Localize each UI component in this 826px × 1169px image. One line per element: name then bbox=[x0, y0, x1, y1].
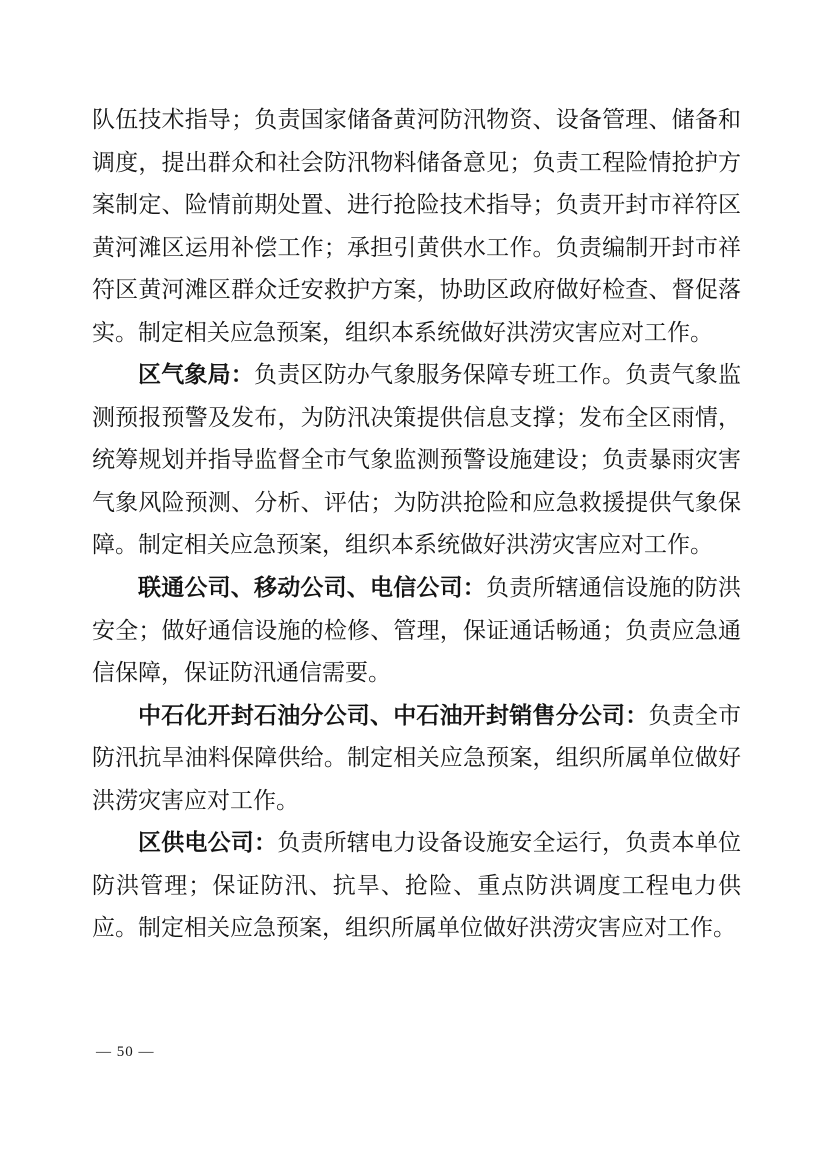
paragraph-petroleum-companies bbox=[92, 695, 741, 823]
paragraph-petroleum-companies-lead: 中石化开封石油分公司、中石油开封销售分公司： bbox=[138, 702, 649, 728]
paragraph-power-supply-company-lead: 区供电公司： bbox=[138, 830, 278, 856]
document-body bbox=[92, 99, 741, 950]
paragraph-meteorological-bureau-lead: 区气象局： bbox=[138, 362, 254, 388]
paragraph-petroleum-companies-text: 负责全市防汛抗旱油料保障供给。制定相关应急预案，组织所属单位做好洪涝灾害应对工作。 bbox=[92, 702, 742, 813]
paragraph-telecom-companies-lead: 联通公司、移动公司、电信公司： bbox=[138, 575, 486, 601]
paragraph-flood-materials-text: 队伍技术指导；负责国家储备黄河防汛物资、设备管理、储备和调度，提出群众和社会防汛物料储备意见；负责工程险情抢护方案制定、险情前期处置、进行抢险技术指导；负责开封市祥符区黄河滩区运用补偿工作；承担引黄供水工作。负责编制开封市祥符区黄河滩区群众迁安救护方案，协助区政府做好检查、督促落实。制定相关应急预案，组织本系统做好洪涝灾害应对工作。 bbox=[92, 107, 741, 345]
paragraph-power-supply-company bbox=[92, 822, 741, 950]
paragraph-telecom-companies-text: 负责所辖通信设施的防洪安全；做好通信设施的检修、管理，保证通话畅通；负责应急通信保障，保证防汛通信需要。 bbox=[92, 575, 742, 686]
paragraph-meteorological-bureau-text: 负责区防办气象服务保障专班工作。负责气象监测预报预警及发布，为防汛决策提供信息支撑；发布全区雨情，统筹规划并指导监督全市气象监测预警设施建设；负责暴雨灾害气象风险预测、分析、评估；为防洪抢险和应急救援提供气象保障。制定相关应急预案，组织本系统做好洪涝灾害应对工作。 bbox=[92, 362, 741, 558]
paragraph-power-supply-company-text: 负责所辖电力设备设施安全运行，负责本单位防洪管理；保证防汛、抗旱、抢险、重点防洪调度工程电力供应。制定相关应急预案，组织所属单位做好洪涝灾害应对工作。 bbox=[92, 830, 742, 941]
paragraph-meteorological-bureau bbox=[92, 354, 741, 567]
page-number: — 50 — bbox=[96, 1044, 155, 1060]
paragraph-telecom-companies bbox=[92, 567, 741, 695]
paragraph-flood-materials bbox=[92, 99, 741, 354]
